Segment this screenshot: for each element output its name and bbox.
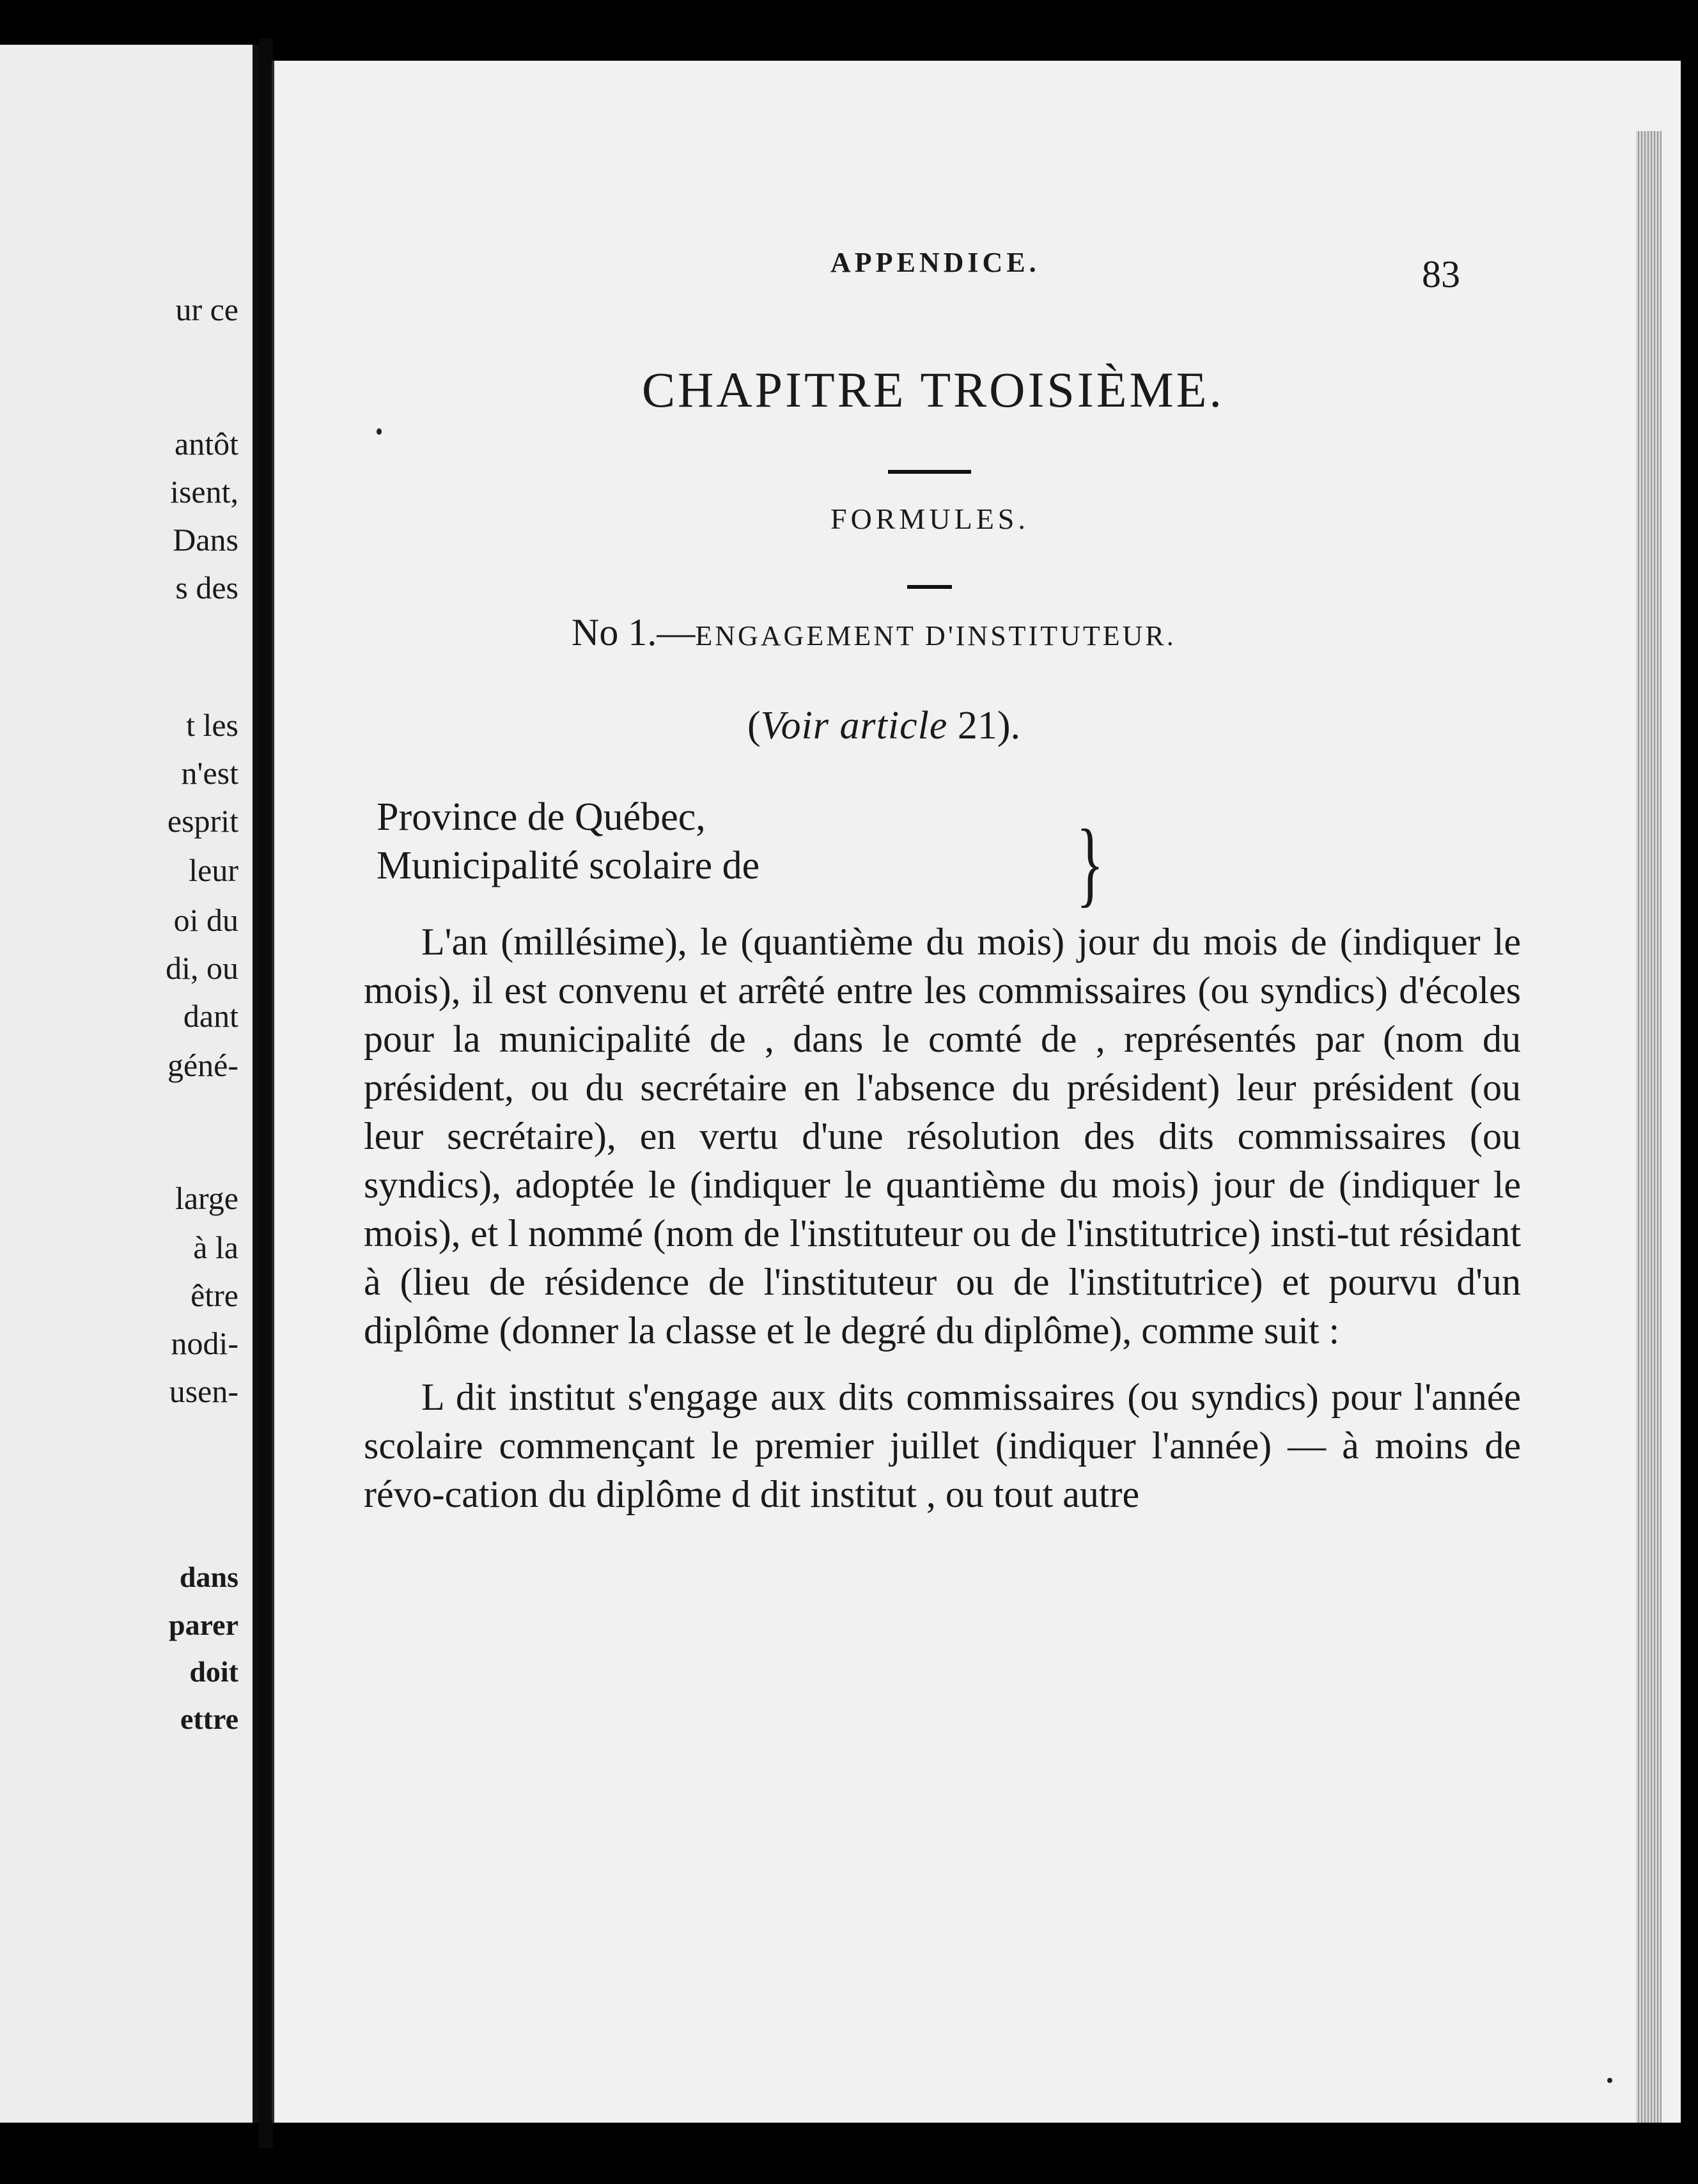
running-head: APPENDICE. <box>830 247 1040 278</box>
left-page-line: à la <box>193 1229 238 1265</box>
left-page-line: doit <box>189 1655 238 1688</box>
left-facing-page <box>0 45 259 2123</box>
article-reference: (Voir article 21). <box>747 704 1021 747</box>
book-page <box>272 61 1681 2123</box>
left-page-line: esprit <box>167 803 238 839</box>
form-number: No 1.— <box>572 611 696 653</box>
chapter-title: CHAPITRE TROISIÈME. <box>642 362 1224 417</box>
left-page-line: t les <box>186 707 238 743</box>
body-text <box>364 917 1521 1536</box>
left-page-line: s des <box>175 570 238 605</box>
left-page-line: leur <box>189 852 238 888</box>
title-rule <box>888 470 971 474</box>
left-page-line: antôt <box>175 426 238 462</box>
form-heading <box>572 611 1176 655</box>
page-number: 83 <box>1422 253 1460 295</box>
reference-italic: Voir article <box>760 704 948 747</box>
section-rule <box>907 585 952 589</box>
left-page-line: Dans <box>173 522 238 558</box>
section-title: FORMULES. <box>830 503 1029 535</box>
address-line-municipality: Municipalité scolaire de <box>377 844 760 887</box>
left-page-line: isent, <box>170 474 238 510</box>
left-page-line: géné- <box>167 1047 238 1083</box>
left-page-line: large <box>175 1180 238 1216</box>
left-page-line: ettre <box>180 1703 238 1735</box>
address-line-province: Province de Québec, <box>377 795 706 839</box>
left-page-line: être <box>191 1277 238 1313</box>
left-page-line: ur ce <box>175 292 238 327</box>
print-speck <box>377 428 382 435</box>
print-speck <box>1607 2078 1612 2083</box>
left-page-line: dans <box>179 1561 238 1593</box>
left-page-line: n'est <box>181 755 238 791</box>
page-edges <box>1636 131 1662 2123</box>
reference-number: 21). <box>947 704 1021 747</box>
left-page-line: di, ou <box>166 950 238 986</box>
left-page-line: dant <box>183 998 238 1034</box>
book-gutter <box>259 38 273 2148</box>
left-page-line: parer <box>168 1609 238 1641</box>
address-block <box>377 793 759 890</box>
paragraph-agreement: L'an (millésime), le (quantième du mois) jour du mois de (indiquer le mois), il est convenu et arrêté entre les commissaires (ou syndics) d'écoles pour la municipalité de , dans le comté de , représentés par (nom du président, ou du secrétaire en l'absence du président) leur président (ou leur secrétaire), en vertu d'une résolution des dits commissaires (ou syndics), adoptée le (indiquer le quantième du mois) jour de (indiquer le mois), et l nommé (nom de l'instituteur ou de l'institutrice) insti-tut résidant à (lieu de résidence de l'instituteur ou de l'institutrice) et pourvu d'un diplôme (donner la classe et le degré du diplôme), comme suit : <box>364 921 1521 1352</box>
address-brace: } <box>1076 810 1104 916</box>
paragraph-engagement: L dit institut s'engage aux dits commissaires (ou syndics) pour l'année scolaire commençant le premier juillet (indiquer l'année) — à moins de révo-cation du diplôme d dit institut , ou tout autre <box>364 1376 1521 1515</box>
form-title: ENGAGEMENT D'INSTITUTEUR. <box>695 620 1176 651</box>
left-page-line: nodi- <box>171 1325 238 1361</box>
left-page-line: oi du <box>173 902 238 938</box>
left-page-line: usen- <box>169 1373 238 1409</box>
